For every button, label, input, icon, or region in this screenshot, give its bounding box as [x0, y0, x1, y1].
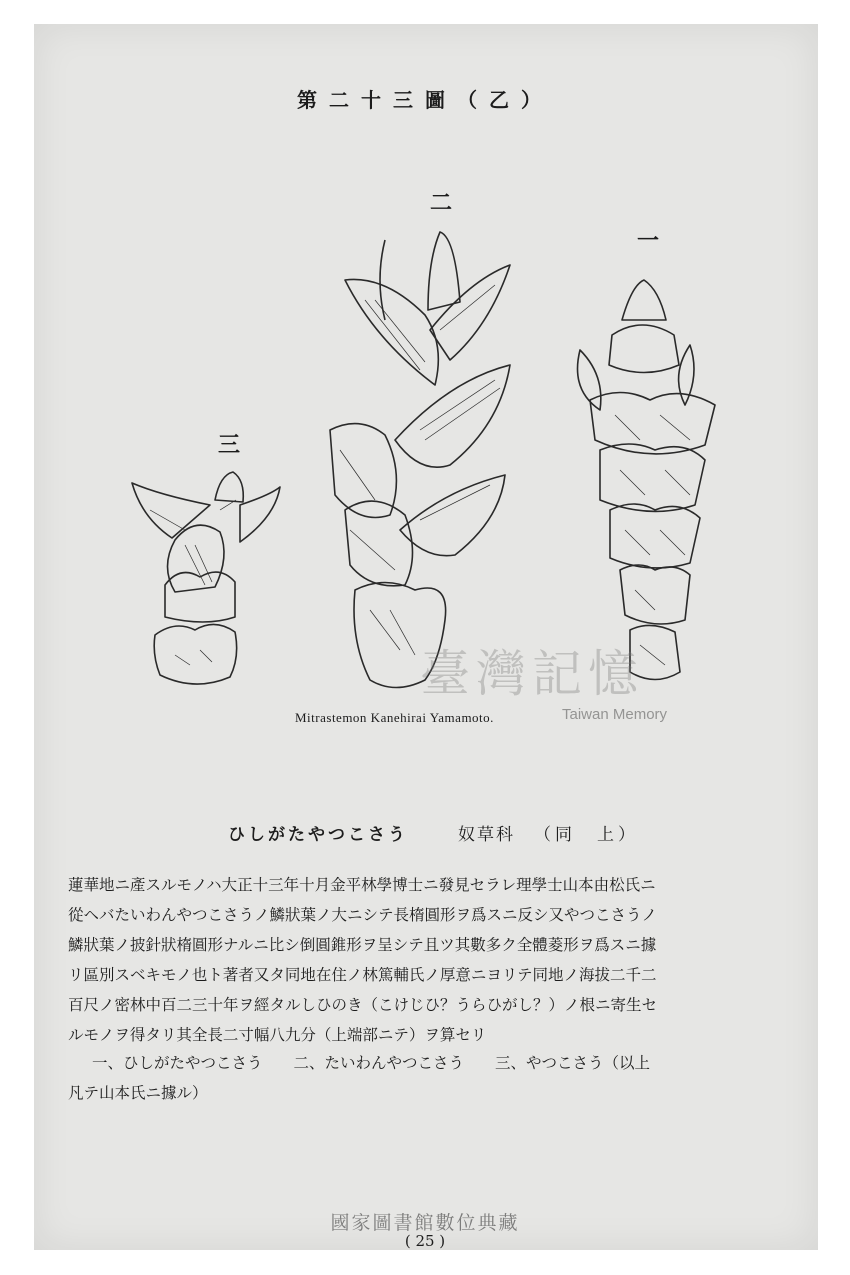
ditto-mark: （同 上） — [534, 825, 639, 845]
figure-number-one: 一 — [637, 228, 660, 254]
plate-title: 第二十三圖（乙） — [297, 88, 553, 112]
legend-line: 凡テ山本氏ニ據ル） — [68, 1084, 208, 1102]
plant-figure-two — [330, 232, 510, 688]
legend-line: 一、ひしがたやつこさう 二、たいわんやつこさう 三、やつこさう（以上 — [92, 1054, 651, 1072]
description-line: 從ヘバたいわんやつこさうノ鱗狀葉ノ大ニシテ長楕圓形ヲ爲スニ反シ又やつこさうノ — [68, 906, 658, 924]
species-name: ひしがたやつこさう — [228, 825, 408, 845]
watermark-chinese: 臺灣記憶 — [420, 645, 644, 703]
plant-figure-one — [578, 280, 716, 680]
description-line: リ區別スベキモノ也ト著者又タ同地在住ノ林篤輔氏ノ厚意ニヨリテ同地ノ海拔二千二 — [68, 966, 657, 984]
watermark-english: Taiwan Memory — [562, 706, 668, 723]
page-number: ( 25 ) — [404, 1232, 446, 1250]
description-line: 百尺ノ密林中百二三十年ヲ經タルしひのき（こけじひ？うらひがし？）ノ根ニ寄生セ — [68, 996, 658, 1014]
description-line: 蓮華地ニ產スルモノハ大正十三年十月金平林學博士ニ發見セラレ理學士山本由松氏ニ — [68, 876, 656, 894]
plant-figure-three — [132, 472, 280, 684]
description-text — [68, 870, 788, 1050]
family-name: 奴草科 — [458, 825, 515, 845]
species-heading — [228, 820, 648, 845]
description-line: 鱗狀葉ノ披針狀楕圓形ナルニ比シ倒圓錐形ヲ呈シテ且ツ其數多ク全體菱形ヲ爲スニ據 — [68, 936, 657, 954]
figure-legend — [68, 1048, 788, 1108]
figure-number-two: 二 — [430, 190, 453, 216]
scientific-name-caption: Mitrastemon Kanehirai Yamamoto. — [295, 710, 494, 725]
figure-number-three: 三 — [218, 432, 241, 458]
description-line: ルモノヲ得タリ其全長二寸幅八九分（上端部ニテ）ヲ算セリ — [68, 1026, 487, 1044]
library-stamp: 國家圖書館數位典藏 — [330, 1212, 520, 1234]
